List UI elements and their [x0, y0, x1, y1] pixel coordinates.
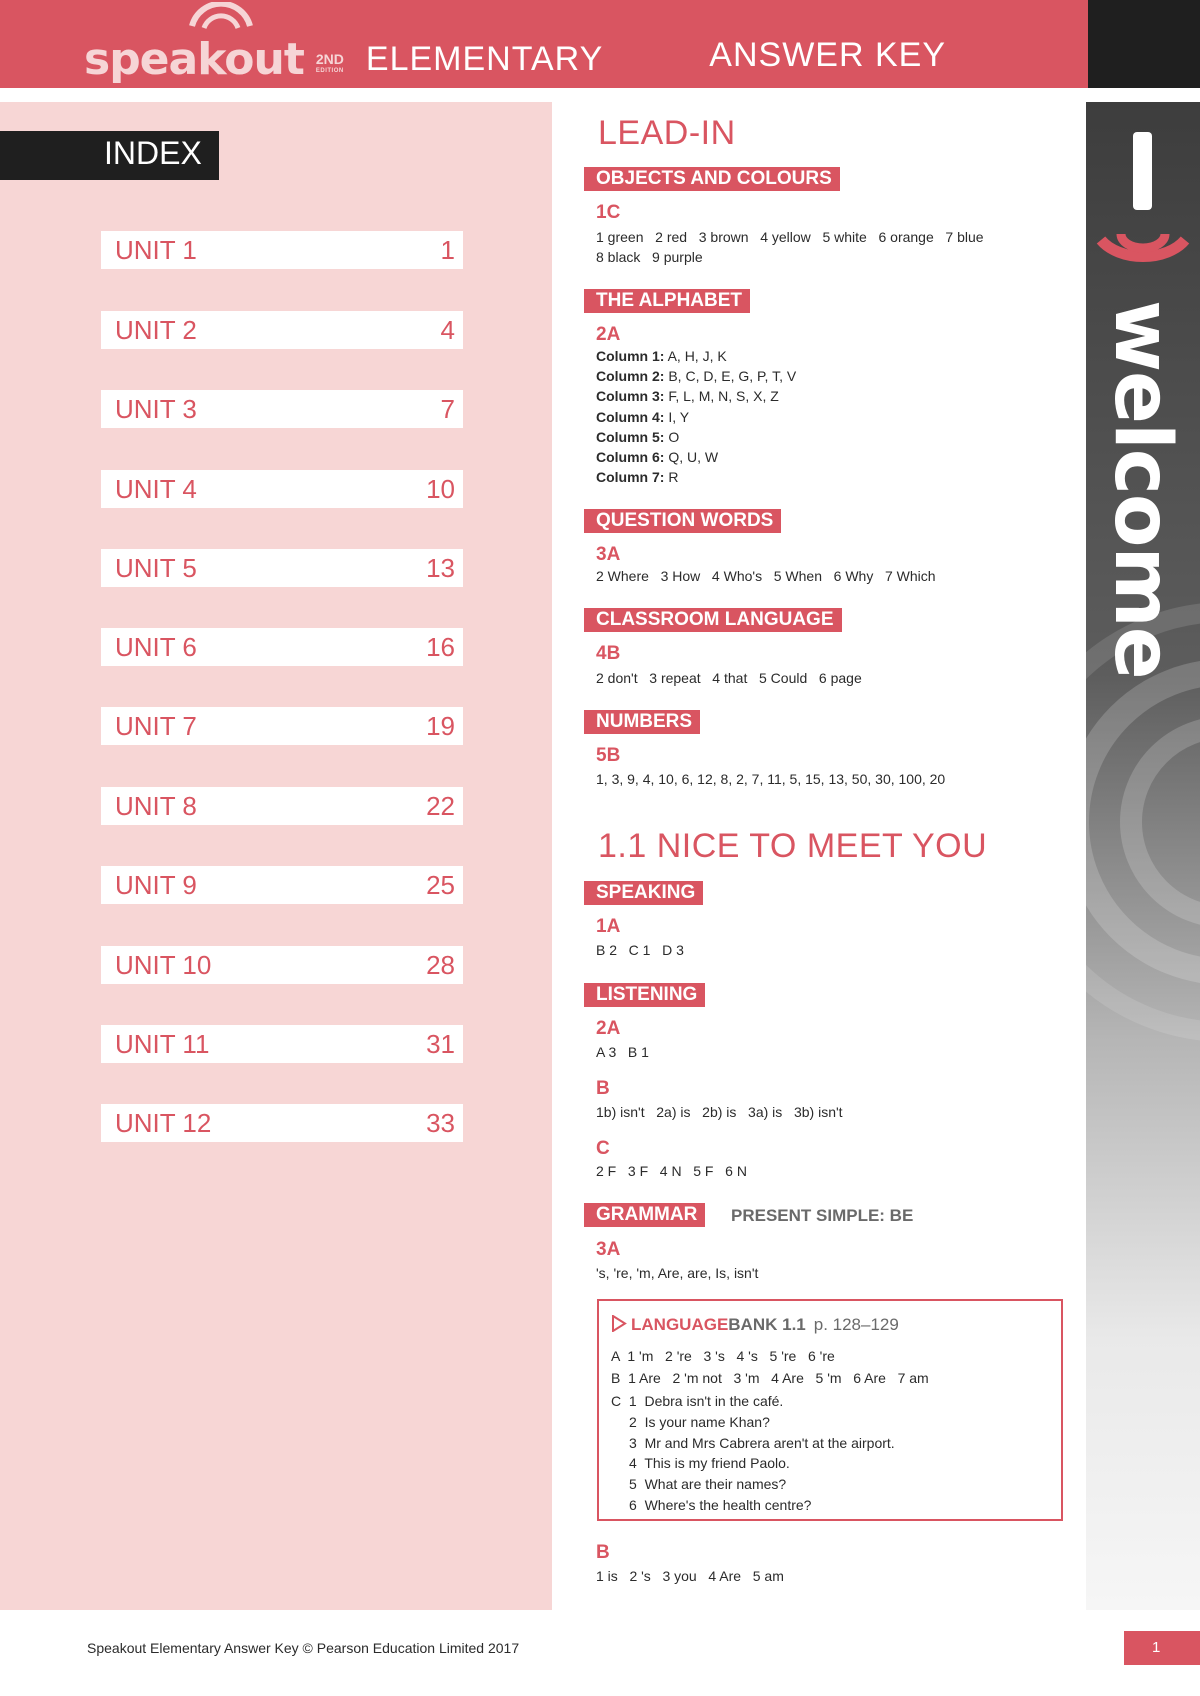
- speaking-label: SPEAKING: [584, 881, 703, 905]
- unit-one-mark: [1093, 128, 1193, 278]
- listening-label: LISTENING: [584, 983, 705, 1007]
- exercise-3a: 3A: [596, 544, 621, 565]
- index-unit-6[interactable]: UNIT 6 16: [101, 628, 463, 666]
- grammar-label: GRAMMAR: [584, 1203, 705, 1227]
- answer-line: B 2 C 1 D 3: [596, 942, 684, 958]
- answer-line: 2 Where 3 How 4 Who's 5 When 6 Why 7 Which: [596, 568, 936, 584]
- answer-line: 1 green 2 red 3 brown 4 yellow 5 white 6 orange 7 blue: [596, 229, 984, 245]
- language-bank-c6: 6 Where's the health centre?: [629, 1497, 812, 1513]
- language-bank-c1: C 1 Debra isn't in the café.: [611, 1393, 784, 1409]
- doc-type-title: ANSWER KEY: [709, 36, 946, 74]
- grammar-subtitle: PRESENT SIMPLE: BE: [731, 1206, 914, 1225]
- answer-line: 1 is 2 's 3 you 4 Are 5 am: [596, 1568, 784, 1584]
- alphabet-column-2: Column 2: B, C, D, E, G, P, T, V: [596, 368, 797, 384]
- index-unit-1[interactable]: UNIT 1 1: [101, 231, 463, 269]
- exercise-3a-grammar: 3A: [596, 1239, 621, 1260]
- language-bank-a: A 1 'm 2 're 3 's 4 's 5 're 6 're: [611, 1348, 835, 1364]
- alphabet-column-7: Column 7: R: [596, 469, 679, 485]
- signal-arc-icon: [186, 2, 256, 30]
- index-unit-12[interactable]: UNIT 12 33: [101, 1104, 463, 1142]
- index-unit-3[interactable]: UNIT 3 7: [101, 390, 463, 428]
- play-triangle-icon: [611, 1315, 627, 1332]
- exercise-2a: 2A: [596, 324, 621, 345]
- index-unit-8[interactable]: UNIT 8 22: [101, 787, 463, 825]
- index-unit-11[interactable]: UNIT 11 31: [101, 1025, 463, 1063]
- language-bank-c2: 2 Is your name Khan?: [629, 1414, 770, 1430]
- footer-copyright: Speakout Elementary Answer Key © Pearson Education Limited 2017: [87, 1640, 520, 1656]
- exercise-2a-listening: 2A: [596, 1018, 621, 1039]
- page-number: 1: [1124, 1631, 1200, 1665]
- alphabet-column-3: Column 3: F, L, M, N, S, X, Z: [596, 388, 779, 404]
- answer-line: 2 F 3 F 4 N 5 F 6 N: [596, 1163, 747, 1179]
- exercise-2c-listening: C: [596, 1138, 610, 1159]
- answer-line: 's, 're, 'm, Are, are, Is, isn't: [596, 1265, 759, 1281]
- language-bank-c4: 4 This is my friend Paolo.: [629, 1455, 790, 1471]
- question-words-label: QUESTION WORDS: [584, 509, 781, 533]
- lesson-title: 1.1 NICE TO MEET YOU: [598, 827, 988, 865]
- language-bank-c3: 3 Mr and Mrs Cabrera aren't at the airport.: [629, 1435, 895, 1451]
- lead-in-title: LEAD-IN: [598, 114, 736, 152]
- index-title: INDEX: [0, 131, 219, 180]
- language-bank-title: LANGUAGEBANK 1.1 p. 128–129: [611, 1315, 899, 1333]
- index-unit-2[interactable]: UNIT 2 4: [101, 311, 463, 349]
- numbers-label: NUMBERS: [584, 710, 700, 734]
- index-unit-10[interactable]: UNIT 10 28: [101, 946, 463, 984]
- answer-line: A 3 B 1: [596, 1044, 649, 1060]
- alphabet-column-1: Column 1: A, H, J, K: [596, 348, 727, 364]
- answer-line: 2 don't 3 repeat 4 that 5 Could 6 page: [596, 670, 862, 686]
- language-bank-b: B 1 Are 2 'm not 3 'm 4 Are 5 'm 6 Are 7 am: [611, 1370, 929, 1386]
- language-bank-box: [597, 1299, 1063, 1521]
- objects-colours-label: OBJECTS AND COLOURS: [584, 167, 840, 191]
- exercise-3b-grammar: B: [596, 1542, 610, 1563]
- alphabet-label: THE ALPHABET: [584, 289, 750, 313]
- alphabet-column-5: Column 5: O: [596, 429, 680, 445]
- exercise-2b-listening: B: [596, 1078, 610, 1099]
- header-bar: [0, 0, 1088, 88]
- unit-welcome-word: welcome: [1097, 300, 1187, 679]
- brand-logo: [84, 22, 604, 85]
- alphabet-column-4: Column 4: I, Y: [596, 409, 690, 425]
- index-unit-7[interactable]: UNIT 7 19: [101, 707, 463, 745]
- brand-name: speakout: [84, 34, 304, 85]
- answer-line: 1b) isn't 2a) is 2b) is 3a) is 3b) isn't: [596, 1104, 843, 1120]
- answer-line: 1, 3, 9, 4, 10, 6, 12, 8, 2, 7, 11, 5, 15, 13, 50, 30, 100, 20: [596, 771, 946, 787]
- header-corner: [1088, 0, 1200, 88]
- language-bank-c5: 5 What are their names?: [629, 1476, 787, 1492]
- exercise-4b: 4B: [596, 643, 621, 664]
- exercise-1a: 1A: [596, 916, 621, 937]
- alphabet-column-6: Column 6: Q, U, W: [596, 449, 719, 465]
- index-unit-9[interactable]: UNIT 9 25: [101, 866, 463, 904]
- index-unit-4[interactable]: UNIT 4 10: [101, 470, 463, 508]
- exercise-1c: 1C: [596, 202, 621, 223]
- answer-line: 8 black 9 purple: [596, 249, 703, 265]
- classroom-language-label: CLASSROOM LANGUAGE: [584, 608, 842, 632]
- edition-badge: 2ND EDITION: [315, 51, 344, 74]
- level-title: ELEMENTARY: [365, 40, 604, 78]
- index-unit-5[interactable]: UNIT 5 13: [101, 549, 463, 587]
- exercise-5b: 5B: [596, 745, 621, 766]
